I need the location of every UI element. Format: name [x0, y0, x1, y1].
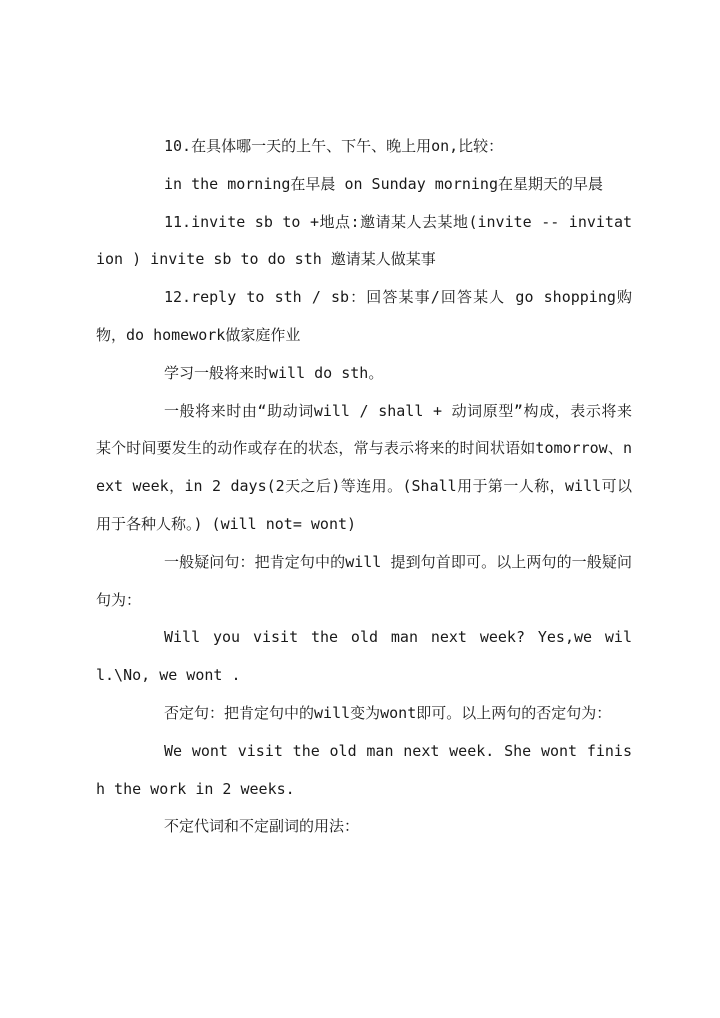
paragraph-general-question-rule: 一般疑问句：把肯定句中的will 提到句首即可。以上两句的一般疑问句为：	[96, 552, 632, 609]
paragraph-negative-example: We wont visit the old man next week. She wont finish the work in 2 weeks.	[96, 741, 632, 798]
paragraph-future-tense-heading: 学习一般将来时will do sth。	[164, 363, 384, 382]
paragraph-general-question-example: Will you visit the old man next week? Yes,we will.\No, we wont .	[96, 628, 632, 685]
paragraph-indefinite-pronouns-heading: 不定代词和不定副词的用法：	[164, 817, 360, 836]
paragraph-future-tense-explanation: 一般将来时由“助动词will / shall + 动词原型”构成，表示将来某个时间要发生的动作或存在的状态，常与表示将来的时间状语如tomorrow、next week，in 2 days(2天之后)等连用。(Shall用于第一人称，will可以用于各种人称。) (will not= wont)	[96, 401, 632, 533]
document-body	[96, 128, 632, 846]
paragraph-note-11: 11.invite sb to +地点:邀请某人去某地(invite -- invitation ) invite sb to do sth 邀请某人做某事	[96, 212, 632, 269]
paragraph-morning-example: in the morning在早晨 on Sunday morning在星期天的早晨	[164, 174, 603, 193]
paragraph-negative-rule: 否定句：把肯定句中的will变为wont即可。以上两句的否定句为：	[164, 703, 612, 722]
paragraph-note-12: 12.reply to sth / sb：回答某事/回答某人 go shopping购物，do homework做家庭作业	[96, 288, 632, 344]
paragraph-note-10: 10.在具体哪一天的上午、下午、晚上用on,比较：	[164, 137, 504, 155]
